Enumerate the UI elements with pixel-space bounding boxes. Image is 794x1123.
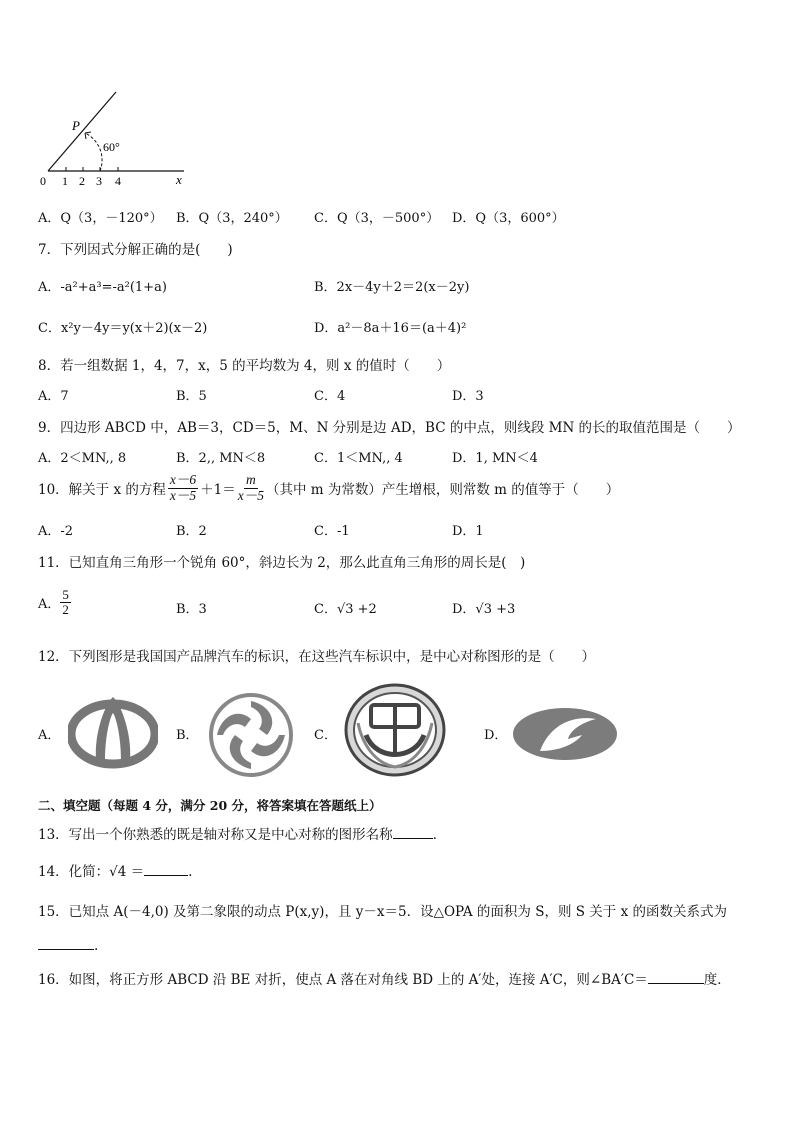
q12-label-b: B． [176, 728, 199, 743]
q6-option-a: A．Q（3，－120°） [38, 211, 163, 226]
q9-option-a: A．2＜MN,, 8 [38, 451, 127, 466]
logo-d-image [510, 705, 620, 763]
q7-option-b: B．2x－4y＋2＝2(x－2y) [314, 280, 470, 295]
q12-label-a: A． [38, 728, 61, 743]
q8-option-d: D．3 [452, 389, 484, 404]
angle-label: 60° [103, 140, 120, 154]
q10-option-b: B．2 [176, 524, 207, 539]
logo-c-image [344, 683, 446, 777]
q10-frac1-num: x－6 [169, 472, 197, 487]
q10-frac1-den: x－5 [169, 487, 197, 503]
q11-a-num: 5 [62, 587, 69, 602]
q11-option-a-prefix: A． [38, 597, 61, 613]
q14-stem: 14．化简：√4 ＝ [38, 864, 145, 880]
q16-text [38, 968, 731, 988]
q6-option-c: C．Q（3，－500°） [314, 211, 440, 226]
q6-option-d: D．Q（3，600°） [452, 211, 565, 226]
q8-option-b: B．5 [176, 389, 207, 404]
q7-option-c: C．x²y－4y＝y(x＋2)(x－2) [38, 321, 208, 336]
q10-stem-prefix: 10．解关于 x 的方程 [38, 482, 166, 499]
q8-stem: 8．若一组数据 1，4，7，x，5 的平均数为 4，则 x 的值时（ ） [38, 358, 451, 374]
origin-label: 0 [40, 174, 46, 188]
tick-label-4: 4 [115, 174, 121, 188]
q10-option-a: A．-2 [38, 524, 74, 539]
q11-stem: 11．已知直角三角形一个锐角 60°，斜边长为 2，那么此直角三角形的周长是( ) [38, 555, 526, 571]
section-2-heading: 二、填空题（每题 4 分，满分 20 分，将答案填在答题纸上） [38, 798, 382, 813]
q10-stem [38, 473, 619, 504]
q10-fraction-2 [238, 473, 264, 504]
q10-option-c: C．-1 [314, 524, 350, 539]
q15-answer-line: . [38, 938, 98, 954]
q7-stem: 7．下列因式分解正确的是( ) [38, 242, 233, 258]
axis-x-label: x [176, 172, 182, 187]
q10-stem-mid: ＋1＝ [200, 482, 236, 499]
q13-answer-blank[interactable] [393, 838, 433, 839]
q11-option-d: D．√3 +3 [452, 602, 516, 617]
q13-stem: 13．写出一个你熟悉的既是轴对称又是中心对称的图形名称 [38, 827, 393, 843]
q14-answer-blank[interactable] [144, 875, 188, 876]
q8-option-a: A．7 [38, 389, 69, 404]
logo-a-image [68, 691, 158, 771]
q15-answer-blank[interactable] [38, 949, 94, 950]
tick-label-1: 1 [62, 174, 68, 188]
q11-a-den: 2 [62, 602, 69, 618]
q10-option-d: D．1 [452, 524, 484, 539]
q9-option-d: D．1, MN＜4 [452, 451, 538, 466]
q8-option-c: C．4 [314, 389, 346, 404]
q9-stem: 9．四边形 ABCD 中，AB＝3，CD＝5，M、N 分别是边 AD，BC 的中点，则线段 MN 的长的取值范围是（ ） [38, 420, 741, 436]
q11-option-a [38, 588, 71, 618]
q11-option-a-fraction [60, 588, 71, 618]
q11-option-b: B．3 [176, 602, 207, 617]
q10-frac2-num: m [245, 472, 256, 487]
q16-answer-blank[interactable] [648, 983, 704, 984]
q11-option-c: C．√3 +2 [314, 602, 377, 617]
q12-stem: 12．下列图形是我国国产品牌汽车的标识，在这些汽车标识中，是中心对称图形的是（ ） [38, 649, 596, 665]
q15-stem: 15．已知点 A(－4,0) 及第二象限的动点 P(x,y)，且 y－x＝5．设△OPA 的面积为 S，则 S 关于 x 的函数关系式为 [38, 904, 727, 920]
tick-label-2: 2 [79, 174, 85, 188]
q13-text: 13．写出一个你熟悉的既是轴对称又是中心对称的图形名称 ． [38, 827, 447, 843]
q10-frac2-den: x－5 [237, 487, 264, 503]
tick-label-3: 3 [96, 174, 102, 188]
q9-option-b: B．2,, MN＜8 [176, 451, 266, 466]
q6-option-b: B．Q（3，240°） [176, 211, 288, 226]
q16-suffix: 度． [703, 972, 731, 988]
q6-figure [36, 86, 196, 190]
q7-option-a: A．-a²+a³=-a²(1+a) [38, 280, 167, 295]
q7-option-d: D．a²－8a＋16＝(a＋4)² [314, 321, 467, 336]
q16-stem: 16．如图，将正方形 ABCD 沿 BE 对折，使点 A 落在对角线 BD 上的 A′处，连接 A′C，则∠BA′C＝ [38, 972, 648, 988]
q10-fraction-1 [168, 473, 198, 504]
q14-text: 14．化简：√4 ＝ . [38, 864, 193, 880]
q10-stem-suffix: （其中 m 为常数）产生增根，则常数 m 的值等于（ ） [265, 482, 620, 499]
q12-label-c: C． [314, 728, 337, 743]
point-p-label: P [72, 118, 80, 133]
q12-label-d: D． [484, 728, 508, 743]
logo-b-image [207, 691, 295, 779]
q9-option-c: C．1＜MN,, 4 [314, 451, 403, 466]
